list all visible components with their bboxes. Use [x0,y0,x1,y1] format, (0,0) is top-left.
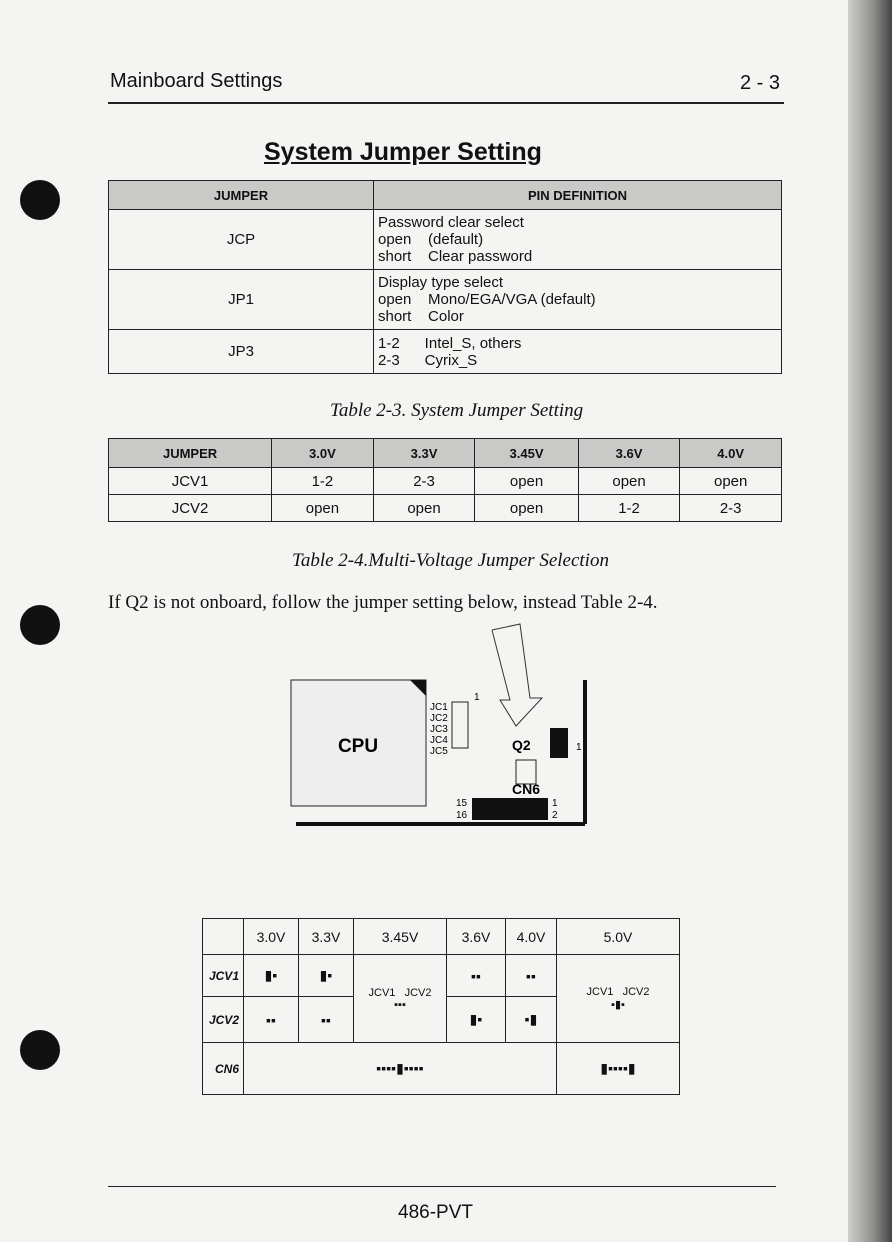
jcv-header [550,728,568,758]
jumper-pattern: ▪▪ [299,997,354,1043]
page-edge [848,0,892,1242]
cell: 2-3 [373,468,475,495]
footer-title: 486-PVT [398,1202,473,1223]
pin-label: 1 [576,742,582,753]
voltage-header: 4.0V [506,919,557,955]
header-rule [108,102,784,104]
row-label: CN6 [203,1043,244,1095]
arrow-icon [492,624,542,726]
cell: 1-2 [578,495,680,522]
cn6-label: CN6 [512,781,541,797]
jc-label: JC2 [430,713,448,724]
cn6-pattern: ▪▪▪▪▮▪▪▪▪ [244,1043,557,1095]
jc-label: JC1 [430,702,448,713]
pair-label: JCV1 JCV2 [368,986,432,999]
cell: JCV1 [109,468,272,495]
def-line: short Color [378,308,464,325]
board-diagram [280,620,600,830]
binder-hole [20,605,60,645]
cell [203,919,244,955]
section-title: Mainboard Settings [110,70,283,92]
col-header: 4.0V [680,439,782,468]
cell: 1-2 [272,468,374,495]
jumper-name: JP1 [109,270,374,330]
jumper-pattern: ▮▪ [244,955,299,997]
def-line: 1-2 Intel_S, others [378,334,522,352]
col-header: 3.3V [373,439,475,468]
table-row [109,468,782,495]
cell: JCV2 [109,495,272,522]
col-header: 3.0V [272,439,374,468]
pin-label: 1 [474,692,480,703]
def-line: Display type select [378,274,504,291]
cell: open [475,495,578,522]
def-line: Password clear select [378,214,524,231]
voltage-header: 3.0V [244,919,299,955]
table-row [109,270,782,330]
row-label: JCV1 [203,955,244,997]
jumper-name: JP3 [109,330,374,374]
cell: open [475,468,578,495]
voltage-header: 3.3V [299,919,354,955]
footer-rule [108,1186,776,1187]
col-header: 3.6V [578,439,680,468]
q2-label: Q2 [512,737,531,753]
pair-cell: JCV1 JCV2 ▪▮▪ [557,955,680,1043]
page-title: System Jumper Setting [264,138,542,166]
jumper-pattern: ▪▪ [244,997,299,1043]
cell: open [373,495,475,522]
system-jumper-table [108,180,782,374]
table-row [109,495,782,522]
jc-label: JC4 [430,735,448,746]
cell: open [578,468,680,495]
col-header: 3.45V [475,439,578,468]
pin-definition [374,210,782,270]
def-line: open Mono/EGA/VGA (default) [378,291,596,308]
table-caption: Table 2-4.Multi-Voltage Jumper Selection [292,550,609,571]
voltage-header: 3.45V [354,919,447,955]
jumper-pattern: ▪▮ [506,997,557,1043]
voltage-jumper-table [108,438,782,522]
table-caption: Table 2-3. System Jumper Setting [330,400,584,421]
def-line: short Clear password [378,248,533,265]
jc-block [452,702,468,748]
page-number: 2 - 3 [740,72,781,94]
cell: open [272,495,374,522]
voltage-header: 3.6V [447,919,506,955]
pair-label: JCV1 JCV2 [586,986,650,998]
jc-label: JC5 [430,746,448,757]
jumper-pattern: ▮▪ [299,955,354,997]
col-header: JUMPER [109,181,374,210]
binder-hole [20,1030,60,1070]
col-header: PIN DEFINITION [374,181,782,210]
jumper-pattern: ▮▪ [447,997,506,1043]
table-row [109,210,782,270]
pin-label: 15 [456,798,468,809]
pair-cell: JCV1 JCV2 ▪▪▪ [354,955,447,1043]
jc-label: JC3 [430,724,448,735]
pin-definition [374,330,782,374]
pin-definition [374,270,782,330]
cpu-label: CPU [337,736,379,757]
cell: open [680,468,782,495]
row-label: JCV2 [203,997,244,1043]
col-header: JUMPER [109,439,272,468]
body-text: If Q2 is not onboard, follow the jumper setting below, instead Table 2-4. [108,592,658,613]
cell: 2-3 [680,495,782,522]
def-line: 2-3 Cyrix_S [378,351,478,369]
cn6-pattern: ▮▪▪▪▪▮ [557,1043,680,1095]
binder-hole [20,180,60,220]
def-line: open (default) [378,231,484,248]
pin-label: 2 [552,810,558,821]
table-row [109,330,782,374]
pin-label: 1 [552,798,558,809]
voltage-pattern-table [202,918,680,1095]
jumper-pattern: ▪▪ [447,955,506,997]
jumper-pattern: ▪▪ [506,955,557,997]
jumper-name: JCP [109,210,374,270]
pin-label: 16 [456,810,468,821]
cn6-header [472,798,548,820]
voltage-header: 5.0V [557,919,680,955]
